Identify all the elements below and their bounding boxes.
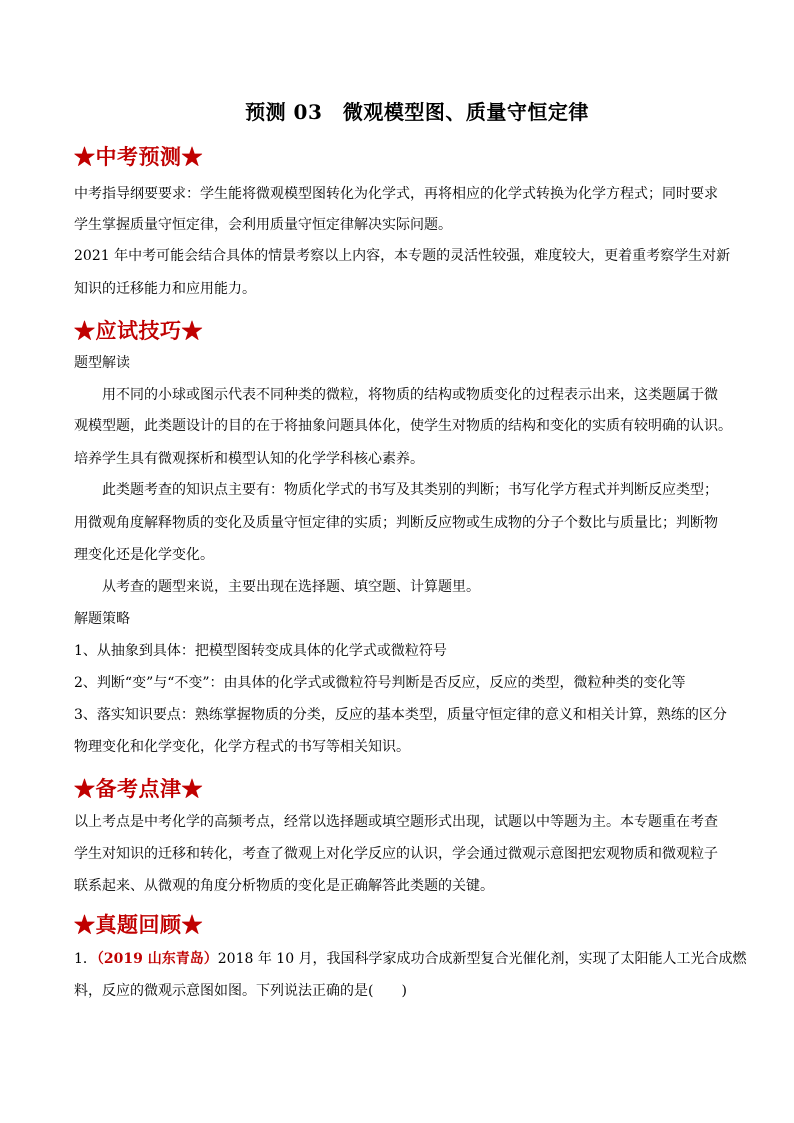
paragraph-line: 理变化还是化学变化。 [74, 547, 214, 563]
paragraph-line: 知识的迁移能力和应用能力。 [74, 281, 256, 297]
list-item: 1、从抽象到具体：把模型图转变成具体的化学式或微粒符号 [74, 643, 447, 659]
paragraph-line: 用不同的小球或图示代表不同种类的微粒，将物质的结构或物质变化的过程表示出来，这类题属于微 [102, 387, 718, 403]
question-number: 1． [74, 951, 97, 967]
question-line: 料，反应的微观示意图如图。下列说法正确的是( ) [74, 983, 407, 999]
paragraph-line: 联系起来、从微观的角度分析物质的变化是正确解答此类题的关键。 [74, 878, 494, 894]
paragraph-line: 2021 年中考可能会结合具体的情景考察以上内容，本专题的灵活性较强，难度较大，更着重考察学生对新 [74, 248, 731, 264]
paragraph-line: 学生掌握质量守恒定律，会利用质量守恒定律解决实际问题。 [74, 217, 452, 233]
paragraph-line: 以上考点是中考化学的高频考点，经常以选择题或填空题形式出现，试题以中等题为主。本专题重在考查 [74, 814, 718, 830]
question-source: （2019 山东青岛） [96, 951, 218, 967]
list-item-continued: 物理变化和化学变化，化学方程式的书写等相关知识。 [74, 739, 410, 755]
paragraph-line: 中考指导纲要要求：学生能将微观模型图转化为化学式，再将相应的化学式转换为化学方程式；同时要求 [74, 186, 718, 202]
paragraph-line: 用微观角度解释物质的变化及质量守恒定律的实质；判断反应物或生成物的分子个数比与质量比；判断物 [74, 515, 718, 531]
paragraph-line: 观模型题，此类题设计的目的在于将抽象问题具体化，使学生对物质的结构和变化的实质有较明确的认识。 [74, 418, 732, 434]
section-heading-past-questions: ★真题回顾★ [74, 912, 203, 937]
list-item: 2、判断“变”与“不变”：由具体的化学式或微粒符号判断是否反应，反应的类型，微粒种类的变化等 [74, 675, 686, 691]
section-heading-forecast: ★中考预测★ [74, 144, 203, 169]
paragraph-line: 此类题考查的知识点主要有：物质化学式的书写及其类别的判断；书写化学方程式并判断反应类型； [102, 482, 718, 498]
paragraph-line: 学生对知识的迁移和转化，考查了微观上对化学反应的认识，学会通过微观示意图把宏观物质和微观粒子 [74, 846, 718, 862]
subheading-question-type: 题型解读 [74, 355, 130, 371]
page-title: 预测 03 微观模型图、质量守恒定律 [245, 100, 589, 124]
paragraph-line: 从考查的题型来说，主要出现在选择题、填空题、计算题里。 [102, 579, 480, 595]
section-heading-exam-skills: ★应试技巧★ [74, 318, 203, 343]
question-text: 2018 年 10 月，我国科学家成功合成新型复合光催化剂，实现了太阳能人工光合成燃 [217, 951, 747, 967]
paragraph-line: 培养学生具有微观探析和模型认知的化学学科核心素养。 [74, 451, 424, 467]
section-heading-prep-notes: ★备考点津★ [74, 776, 203, 801]
list-item: 3、落实知识要点：熟练掌握物质的分类，反应的基本类型，质量守恒定律的意义和相关计算，熟练的区分 [74, 707, 727, 723]
subheading-strategy: 解题策略 [74, 611, 130, 627]
question-line [74, 949, 747, 969]
